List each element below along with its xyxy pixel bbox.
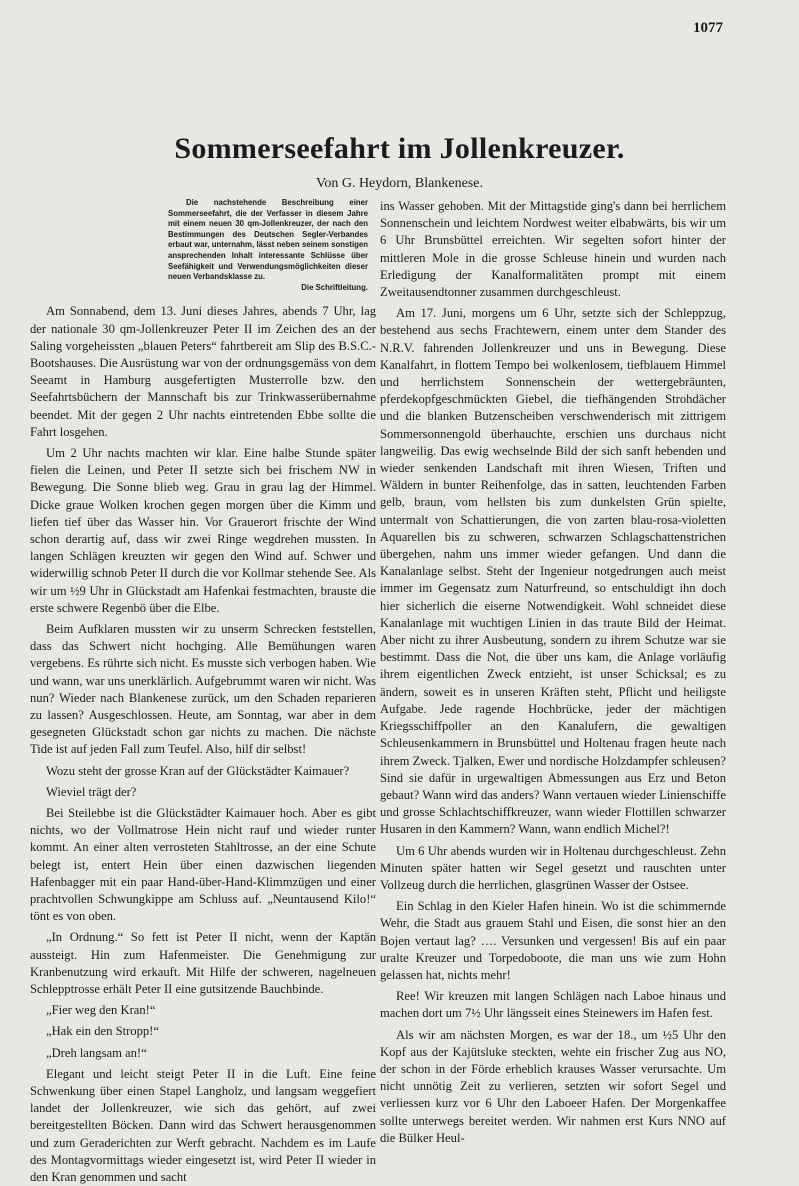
paragraph: Ree! Wir kreuzen mit langen Schlägen nach Laboe hinaus und machen dort um 7½ Uhr längsseit eines Steinewers im Hafen fest. — [380, 989, 726, 1021]
paragraph: „Fier weg den Kran!“ — [46, 1003, 156, 1018]
page-number: 1077 — [693, 20, 723, 36]
paragraph: ins Wasser gehoben. Mit der Mittagstide ging's dann bei herrlichem Sonnenschein und leichtem Nordwest weiter elbabwärts, bis wir um 6 Uhr Brunsbüttel erreichten. Wir segelten sofort hinter der mittleren Mole in die grosse Schleuse hinein und wurden nach Erledigung der Kanalformalitäten prompt mit einem Zweitausendtonner zusammen durchgeschleust. — [380, 199, 726, 300]
paragraph: Elegant und leicht steigt Peter II in die Luft. Eine feine Schwenkung über einen Stapel Langholz, und langsam weggefiert landet der Jollenkreuzer, wie sich das gehört, auf zwei bereitgestellten Böcken. Dann wird das Schwert herausgenommen und zum Geraderichten zur Werft gebracht. Nachdem es im Laufe des Montagvormittags wieder eingesetzt ist, wird Peter II wieder in den Kran genommen und sacht — [30, 1066, 376, 1185]
paragraph: Beim Aufklaren mussten wir zu unserm Schrecken feststellen, dass das Schwert nicht hochging. Alle Bemühungen waren vergebens. Es rührte sich nicht. Es musste sich verbogen haben. Wie und wann, war uns unerklärlich. Aufgebrummt waren wir nicht. Was nun? Wieder nach Blankenese zurück, um den Schaden reparieren zu lassen? Ausgeschlossen. Heute, am Sonntag, war aber in dem gesegneten Glückstadt schon gar nichts zu machen. Die nächste Tide ist auf jeden Fall zum Teufel. Also, hilf dir selbst! — [30, 622, 376, 757]
paragraph: „Dreh langsam an!“ — [46, 1045, 147, 1060]
paragraph: Ein Schlag in den Kieler Hafen hinein. Wo ist die schimmernde Wehr, die Stadt aus grauem Stahl und Eisen, die sonst hier an den Bojen vertaut lag? …. Versunken und vergessen! Bis auf ein paar uralte Kreuzer und Torpedoboote, die man uns wie zum Hohn gelassen hat, nichts mehr! — [380, 899, 726, 982]
paragraph: Um 6 Uhr abends wurden wir in Holtenau durchgeschleust. Zehn Minuten später hatten wir Segel gesetzt und rauschten unter Vollzeug durch die herrlichen, glasgrünen Wasser der Ostsee. — [380, 843, 726, 892]
article-byline: Von G. Heydorn, Blankenese. — [316, 176, 483, 191]
paragraph: „Hak ein den Stropp!“ — [46, 1024, 159, 1039]
paragraph: Als wir am nächsten Morgen, es war der 18., um ½5 Uhr den Kopf aus der Kajütsluke steckten, wehte ein frischer Zug aus NO, der schon in der Förde erheblich krauses Wasser verursachte. Um nicht unnötig Zeit zu verlieren, setzten wir sofort Segel und verliessen kurz vor 6 Uhr den Laboeer Hafen. Der Morgenkaffee sollte unterwegs bereitet werden. Wir nahmen erst Kurs NNO auf die Bülker Heul- — [380, 1027, 726, 1145]
left-column — [30, 198, 376, 1185]
paragraph: Um 2 Uhr nachts machten wir klar. Eine halbe Stunde später fielen die Leinen, und Peter II setzte sich bei frischem NW in Bewegung. Die Sonne blieb weg. Grau in grau lag der Himmel. Dicke graue Wolken krochen gegen morgen über die Kimm und liefen tief über das Wasser hin. Vor Grauerort frischte der Wind schon derartig auf, dass wir zwei Ringe wegdrehen mussten. In langen Schlägen kreuzten wir gegen den Wind auf. Schwer und widerwillig schnob Peter II durch die vor Kollmar stehende See. Als wir um ½9 Uhr in Glückstadt am Hafenkai festmachten, brauste die erste schwere Regenbö über die Elbe. — [30, 445, 376, 615]
paragraph: Bei Steilebbe ist die Glückstädter Kaimauer hoch. Aber es gibt nichts, wo der Vollmatrose Hein nicht rauf und wieder runter kommt. An einer alten verrosteten Stahltrosse, an der eine Schute belegt ist, entert Hein über einen dazwischen liegenden Hafenbagger mit ein paar Hand-über-Hand-Klimmzügen und einer prachtvollen Schwungkippe am Schluss auf. „Neuntausend Kilo!“ tönt es von oben. — [30, 806, 376, 924]
paragraph: Am Sonnabend, dem 13. Juni dieses Jahres, abends 7 Uhr, lag der nationale 30 qm-Jollenkreuzer Peter II im Zeichen des an der Saling vorgeheissten „blauen Peters“ fahrtbereit am Slip des B.S.C.-Bootshauses. Die Ausrüstung war von der ordnungsgemäss von dem Seeamt in Hamburg ausgefertigten Musterrolle bzw. den Seefahrtsbüchern der Mannschaft bis zur Trinkwasserübernahme beendet. Mit der gegen 2 Uhr nachts eintretenden Ebbe sollte die Fahrt losgehen. — [30, 304, 376, 439]
editorial-signature: Die Schriftleitung. — [301, 282, 368, 292]
paragraph: Am 17. Juni, morgens um 6 Uhr, setzte sich der Schleppzug, bestehend aus sechs Frachtewern, einem unter dem Stander des N.R.V. fahrenden Jollenkreuzer und uns in Bewegung. Diese Kanalfahrt, in flottem Tempo bei wolkenlosem, tiefblauem Himmel und herrlichstem Sonnenschein der wettergebräunten, pferdekopfgeschmückten Giebel, die tiefhängenden Strohdächer und die blanken Butzenscheiben verschwenderisch mit zittrigem Sommersonnengold überhauchte, erschien uns durchaus nicht langweilig. Das ewig wechselnde Bild der sich sanft hebenden und wieder senkenden Landschaft mit ihren Wiesen, Triften und Wäldern in bunter Reihenfolge, das in satten, leuchtenden Farben gelb, braun, vom hellsten bis zum dunkelsten Grün spielte, untermalt von Schattierungen, die von zarten blau-rosa-violetten Aquarellen bis zu schweren, schwarzen Schlagschattenstrichen übergehen, nahm uns immer wieder gefangen. Und dann die Kanalanlage selbst. Steht der Ingenieur notgedrungen auch meist immer im Gegensatz zum Naturfreund, so entschuldigt ihn doch hier sicherlich die eiserne Notwendigkeit. Wohl schneidet diese Kanalanlage mit wuchtigen Linien in das traute Bild der Heimat. Aber nicht zu ihrer Ausbeutung, sondern zu ihrem Schutze war sie bestimmt. Dass die Not, die über uns kam, die Anlage vorläufig ihrem eigentlichen Zweck entzieht, ist unser Schicksal; es zu ändern, soweit es in unseren Kräften steht, Pflicht und heiligste Aufgabe. Jede ragende Hochbrücke, jeder der mächtigen Kriegsschiffpoller an den Kanalufern, die gewaltigen Schleusenkammern in Brunsbüttel und Holtenau fragen heute nach ihrem Zweck. Tjalken, Ewer und nordische Holzdampfer schleusen? Sind sie dafür in urgewaltigen Abmessungen aus Erz und Beton gebaut? Wann wird das anders? Wann vertauen wieder Linienschiffe und grosse Schlachtschiffkreuzer, wann wieder Flottillen schwarzer Husaren in den Kammern? Wann, wann endlich Michel?! — [380, 306, 726, 837]
paragraph: Wieviel trägt der? — [46, 784, 137, 799]
editorial-intro — [168, 198, 368, 293]
paragraph: „In Ordnung.“ So fett ist Peter II nicht, wenn der Kaptän aussteigt. Hin zum Hafenmeister. Die Genehmigung zur Kranbenutzung wird erkauft. Mit Hilfe der schweren, nagelneuen Schlepptrosse erhält Peter II eine gutsitzende Bauchbinde. — [30, 930, 376, 997]
article-title: Sommerseefahrt im Jollenkreuzer. — [174, 132, 625, 165]
paragraph: Wozu steht der grosse Kran auf der Glückstädter Kaimauer? — [46, 763, 350, 778]
editorial-intro-text: Die nachstehende Beschreibung einer Sommerseefahrt, die der Verfasser in diesem Jahre mit einem neuen 30 qm-Jollenkreuzer, der nach den Bestimmungen des Deutschen Segler-Verbandes erbaut war, unternahm, lässt neben seinem sonstigen ansprechenden Inhalt interessante Schlüsse über Seefähigkeit und Verwendungsmöglichkeiten dieser neuen Verbandsklasse zu. — [168, 198, 368, 282]
right-column — [380, 198, 726, 1145]
